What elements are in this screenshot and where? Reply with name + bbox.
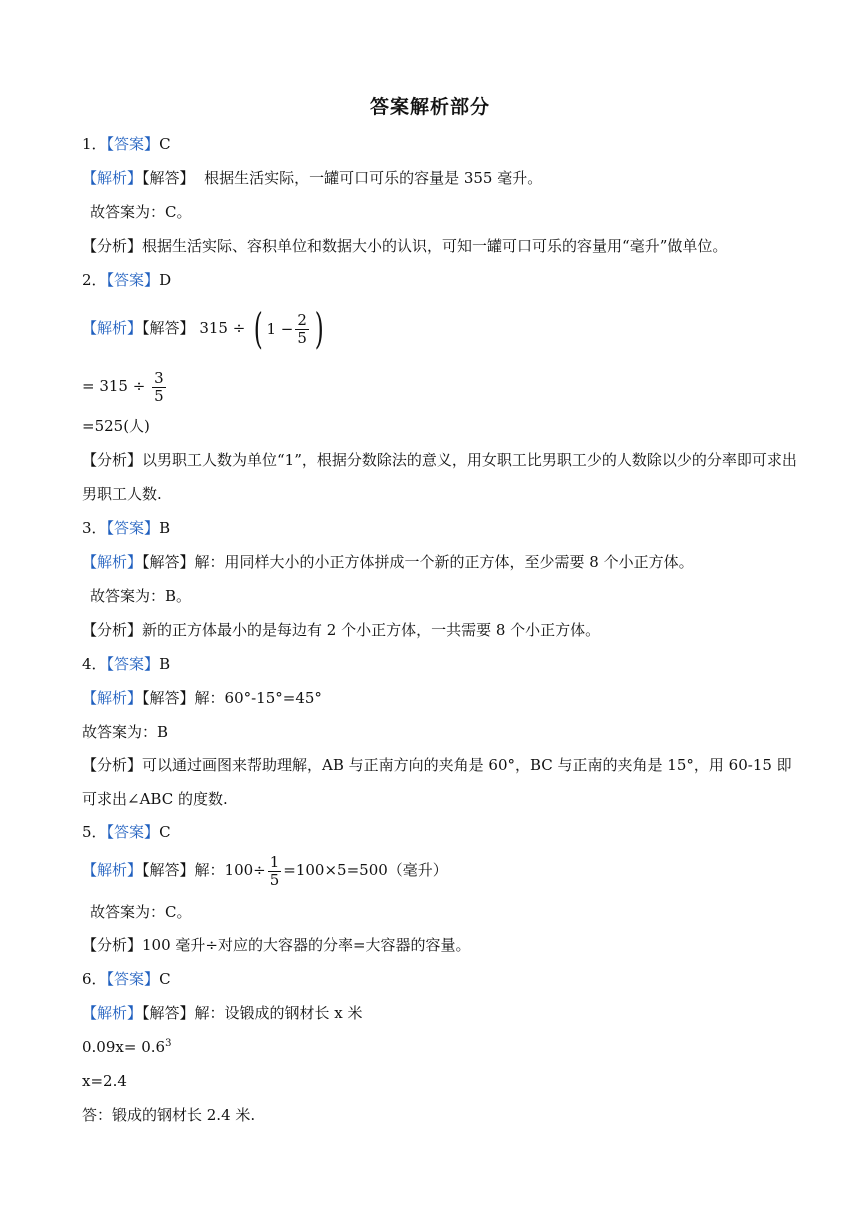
q6-answer-line xyxy=(82,969,804,989)
q4-conclusion: 故答案为：B xyxy=(82,723,169,741)
fraction-denominator: 5 xyxy=(154,386,164,405)
answer-label: 【答案】 xyxy=(106,655,160,673)
q3-analysis-line xyxy=(82,620,804,640)
left-paren: ( xyxy=(253,304,263,353)
step2-prefix: = 315 ÷ xyxy=(82,377,146,395)
solution-text: 解：用同样大小的小正方体拼成一个新的正方体，至少需要 8 个小正方体。 xyxy=(194,553,694,571)
analysis-text: 100 毫升÷对应的大容器的分率=大容器的容量。 xyxy=(142,936,471,954)
solution-text: 解：设锻成的钢材长 x 米 xyxy=(194,1004,363,1022)
fraction-numerator: 3 xyxy=(154,368,164,387)
answer-value: D xyxy=(159,271,172,289)
q1-answer-line xyxy=(82,134,804,154)
q5-conclusion: 故答案为：C。 xyxy=(90,903,192,921)
expression-one: 1 − xyxy=(266,320,294,338)
fraction-numerator: 2 xyxy=(297,310,307,329)
answer-label: 【答案】 xyxy=(106,823,160,841)
q2-answer-line xyxy=(82,270,804,290)
fenxi-label: 【分析】 xyxy=(82,621,143,639)
analysis-text: 以男职工人数为单位“1”，根据分数除法的意义，用女职工比男职工少的人数除以少的分率即可求出男职工人数. xyxy=(82,451,797,503)
answer-value: B xyxy=(159,655,171,673)
answer-value: C xyxy=(159,135,171,153)
analysis-text: 可以通过画图来帮助理解，AB 与正南方向的夹角是 60°，BC 与正南的夹角是 15°，用 60-15 即可求出∠ABC 的度数. xyxy=(82,756,792,808)
q5-solution-line xyxy=(82,848,804,892)
answer-label: 【答案】 xyxy=(106,271,160,289)
jiexi-label: 【解析】 xyxy=(82,169,143,187)
q6-final-answer: 答：锻成的钢材长 2.4 米. xyxy=(82,1106,256,1124)
answer-label: 【答案】 xyxy=(106,519,160,537)
answer-value: B xyxy=(159,519,171,537)
q4-answer-line xyxy=(82,654,804,674)
question-number: 4． xyxy=(82,655,107,673)
solution-text: 解：60°-15°=45° xyxy=(194,689,322,707)
fraction xyxy=(295,312,309,347)
fenxi-label: 【分析】 xyxy=(82,451,143,469)
q1-analysis-line xyxy=(82,236,804,256)
question-number: 6． xyxy=(82,970,107,988)
solution-prefix: 解：100÷ xyxy=(194,861,266,879)
fraction-denominator: 5 xyxy=(269,870,280,889)
q2-analysis-line xyxy=(82,443,804,511)
q2-step3: =525(人) xyxy=(82,417,150,435)
solution-suffix: =100×5=500（毫升） xyxy=(283,861,448,879)
fraction xyxy=(152,370,166,405)
question-number: 3． xyxy=(82,519,107,537)
expression-prefix: 315 ÷ xyxy=(199,319,246,337)
q4-analysis-line xyxy=(82,748,804,816)
jieda-label: 【解答】 xyxy=(142,319,195,337)
q1-conclusion: 故答案为：C。 xyxy=(90,203,192,221)
question-number: 2． xyxy=(82,271,107,289)
question-number: 1． xyxy=(82,135,107,153)
jieda-label: 【解答】 xyxy=(142,861,195,879)
fraction-numerator: 1 xyxy=(269,852,280,871)
jiexi-label: 【解析】 xyxy=(82,553,143,571)
answer-value: C xyxy=(159,823,171,841)
jieda-label: 【解答】 xyxy=(142,689,195,707)
fraction-denominator: 5 xyxy=(297,328,307,347)
jiexi-label: 【解析】 xyxy=(82,1004,143,1022)
analysis-text: 根据生活实际、容积单位和数据大小的认识，可知一罐可口可乐的容量用“毫升”做单位。 xyxy=(142,237,728,255)
q4-solution-line xyxy=(82,688,804,708)
solution-text: 根据生活实际，一罐可口可乐的容量是 355 毫升。 xyxy=(194,169,543,187)
analysis-text: 新的正方体最小的是每边有 2 个小正方体，一共需要 8 个小正方体。 xyxy=(142,621,601,639)
exponent: 3 xyxy=(165,1038,172,1049)
answer-label: 【答案】 xyxy=(106,135,160,153)
right-paren: ) xyxy=(314,304,324,353)
q1-solution-line xyxy=(82,168,804,188)
jieda-label: 【解答】 xyxy=(142,553,195,571)
q6-equation-2: x=2.4 xyxy=(82,1072,127,1090)
jieda-label: 【解答】 xyxy=(142,169,195,187)
q2-step2-line xyxy=(82,366,804,406)
q2-solution-line xyxy=(82,304,804,353)
jiexi-label: 【解析】 xyxy=(82,319,143,337)
equation-text: 0.09x= 0.6 xyxy=(82,1038,166,1056)
jieda-label: 【解答】 xyxy=(142,1004,195,1022)
parenthesized-expression xyxy=(250,304,327,353)
fenxi-label: 【分析】 xyxy=(82,936,143,954)
q3-answer-line xyxy=(82,518,804,538)
answer-value: C xyxy=(159,970,171,988)
fraction xyxy=(268,854,282,889)
question-number: 5． xyxy=(82,823,107,841)
q3-solution-line xyxy=(82,552,804,572)
page-title: 答案解析部分 xyxy=(369,96,490,118)
q3-conclusion: 故答案为：B。 xyxy=(90,587,192,605)
fenxi-label: 【分析】 xyxy=(82,237,143,255)
q5-answer-line xyxy=(82,822,804,842)
fenxi-label: 【分析】 xyxy=(82,756,143,774)
q6-solution-line xyxy=(82,1003,804,1023)
answer-label: 【答案】 xyxy=(106,970,160,988)
q6-equation-1 xyxy=(82,1037,804,1057)
jiexi-label: 【解析】 xyxy=(82,861,143,879)
q5-analysis-line xyxy=(82,935,804,955)
jiexi-label: 【解析】 xyxy=(82,689,143,707)
